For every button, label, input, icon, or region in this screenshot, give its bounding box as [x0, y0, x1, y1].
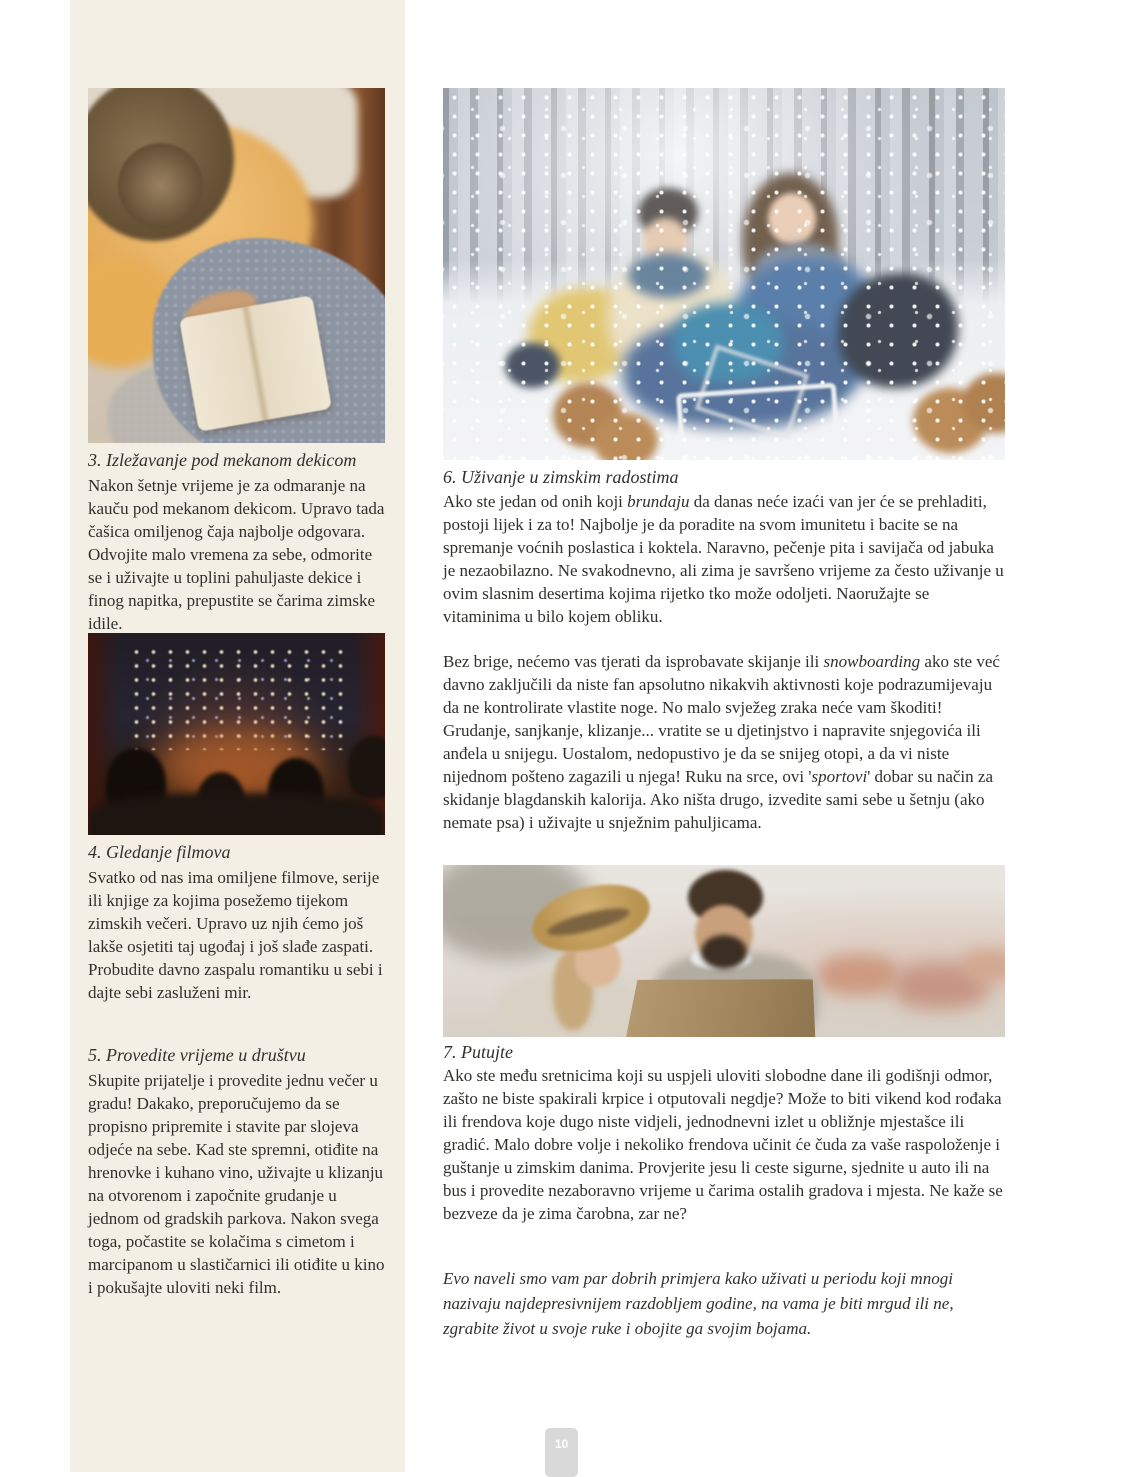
section-6-paragraph-2: Bez brige, nećemo vas tjerati da isprobavate skijanje ili snowboarding ako ste već davno zaključili da niste fan apsolutno nikakvih aktivnosti koje podrazumijevaju da ne kontrolirate vlastite noge. No malo svježeg zraka neće vam škoditi! [443, 652, 1000, 717]
white-haze-overlay [443, 88, 1005, 460]
page-number: 10 [554, 1437, 569, 1451]
section-6-paragraph-3: Grudanje, sanjkanje, klizanje... vratite se u djetinjstvo i napravite snjegovića ili anđela u snijegu. Uostalom, nedopustivo je da se snijeg otopi, a da vi niste nijednom pošteno zagazili u njega! Ruku na srce, ovi 'sportovi' dobar su način za skidanje blagdanskih kalorija. Ako ništa drugo, izvedite sami sebe u šetnju (ako nemate psa) i uživajte u snježnim pahuljicama. [443, 721, 993, 832]
closing-paragraph: Evo naveli smo vam par dobrih primjera kako uživati u periodu koji mnogi nazivaju najdepresivnijem razdobljem godine, na vama je biti mrgud ili ne, zgrabite život u svoje ruke i obojite ga svojim bojama. [443, 1269, 954, 1338]
section-5-heading: 5. Provedite vrijeme u društvu [88, 1045, 306, 1065]
page-number-badge [545, 1428, 578, 1477]
photo-movie-night [88, 633, 385, 835]
open-book-shape [179, 295, 332, 432]
section-4-heading: 4. Gledanje filmova [88, 842, 231, 862]
section-3-heading: 3. Izležavanje pod mekanom dekicom [88, 450, 357, 470]
photo-woman-reading [88, 88, 385, 443]
section-6-heading: 6. Uživanje u zimskim radostima [443, 467, 679, 487]
section-7-heading: 7. Putujte [443, 1042, 513, 1062]
section-7-body [443, 1064, 1010, 1225]
section-4-body: Svatko od nas ima omiljene filmove, serije ili knjige za kojima posežemo tijekom zimskih večeri. Upravo uz njih ćemo još lakše osjetiti taj ugođaj i još slađe zaspati. Probudite davno zaspalu romantiku u sebi i dajte sebi zasluženi mir. [88, 868, 383, 1002]
photo-sledding-couple [443, 88, 1005, 460]
beard-shape [701, 935, 747, 969]
couch-silhouette-shape [88, 793, 385, 835]
warm-glow-shape [158, 728, 318, 798]
section-6-body [443, 490, 1010, 834]
section-3-body: Nakon šetnje vrijeme je za odmaranje na kauču pod mekanom dekicom. Upravo tada čašica omiljenog čaja najbolje odgovara. Odvojite malo vremena za sebe, odmorite se i uživajte u toplini pahuljaste dekice i finog napitka, prepustite se čarima zimske idile. [88, 476, 385, 633]
hair-bun-shape [118, 143, 203, 228]
section-7-paragraph-1: Ako ste među sretnicima koji su uspjeli uloviti slobodne dane ili godišnji odmor, zašto ne biste spakirali krpice i otputovali negdje? Može to biti vikend kod rođaka ili frendova koje dugo niste vidjeli, jednodnevni izlet u obližnje mjestašce ili gradić. Malo dobre volje i nekoliko frendova učinit će čuda za vaše raspoloženje i guštanje u zimskim danima. Provjerite jesu li ceste sigurne, sjednite u auto ili na bus i provedite nezaboravno vrijeme u čarima ostalih gradova i mjesta. Ne kaže se bezveze da je zima čarobna, zar ne? [443, 1066, 1003, 1223]
section-5-body: Skupite prijatelje i provedite jednu večer u gradu! Dakako, preporučujemo da se propisno pripremite i stavite par slojeva odjeće na sebe. Kad ste spremni, otiđite na hrenovke i kuhano vino, uživajte u klizanju na otvorenom i započnite grudanje u jednom od gradskih parkova. Nakon svega toga, počastite se kolačima s cimetom i marcipanom u slastičarnici ili otiđite u kino i pokušajte uloviti neki film. [88, 1071, 385, 1297]
section-6-paragraph-1: Ako ste jedan od onih koji brundaju da danas neće izaći van jer će se prehladiti, postoji lijek i za to! Najbolje je da poradite na svom imunitetu i bacite se na spremanje voćnih poslastica i koktela. Naravno, pečenje pita i savijača od jabuka je nezaobilazno. Ne svakodnevno, ali zima je savršeno vrijeme za često uživanje u ovim slasnim desertima kojima rijetko tko može odoljeti. Naoružajte se vitaminima u bilo kojem obliku. [443, 492, 1004, 626]
photo-couple-with-map [443, 865, 1005, 1037]
